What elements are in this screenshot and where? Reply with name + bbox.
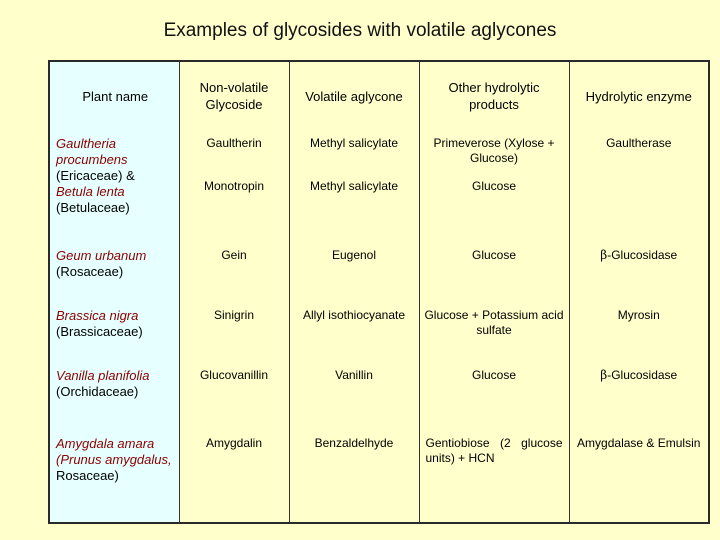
enzyme-cell: Amygdalase & Emulsin	[569, 430, 709, 523]
table-row	[49, 430, 709, 523]
enzyme-cell	[569, 362, 709, 430]
aglycone-cell	[289, 130, 419, 242]
glycoside-cell: Amygdalin	[179, 430, 289, 523]
glycoside-name: Gaultherin	[206, 136, 262, 150]
products-cell: Glucose	[419, 242, 569, 302]
products-cell: Glucose + Potassium acid sulfate	[419, 302, 569, 362]
table-row	[49, 362, 709, 430]
plant-scientific-name: Brassica nigra	[56, 308, 139, 323]
plant-family: (Orchidaceae)	[56, 384, 139, 399]
enzyme-name: -Glucosidase	[607, 368, 678, 382]
plant-scientific-name: Gaultheria procumbens	[56, 136, 128, 167]
glycoside-cell: Glucovanillin	[179, 362, 289, 430]
aglycone-name: Methyl salicylate	[309, 136, 399, 150]
plant-scientific-name: Betula lenta	[56, 184, 125, 199]
page-title: Examples of glycosides with volatile aglycones	[163, 20, 557, 41]
plant-family: (Ericaceae) &	[56, 168, 135, 183]
beta-symbol: β	[600, 248, 608, 262]
plant-name-cell	[49, 362, 179, 430]
plant-name-cell	[49, 302, 179, 362]
table-row	[49, 130, 709, 242]
plant-family: (Betulaceae)	[56, 200, 130, 215]
enzyme-cell: Myrosin	[569, 302, 709, 362]
glycoside-cell: Gein	[179, 242, 289, 302]
plant-scientific-name: (Prunus amygdalus,	[56, 452, 172, 467]
glycoside-cell: Sinigrin	[179, 302, 289, 362]
table-row	[49, 302, 709, 362]
plant-family: Rosaceae)	[56, 468, 119, 483]
aglycone-cell: Vanillin	[289, 362, 419, 430]
enzyme-name: -Glucosidase	[607, 248, 678, 262]
products-text: Glucose	[471, 179, 517, 193]
glycosides-table	[48, 60, 710, 524]
table-header-row	[49, 61, 709, 130]
glycoside-name: Monotropin	[203, 179, 265, 193]
plant-name-cell	[49, 130, 179, 242]
plant-family: (Brassicaceae)	[56, 324, 143, 339]
products-cell	[419, 130, 569, 242]
aglycone-cell: Benzaldelhyde	[289, 430, 419, 523]
plant-scientific-name: Geum urbanum	[56, 248, 147, 263]
plant-name-cell	[49, 242, 179, 302]
products-cell: Glucose	[419, 362, 569, 430]
header-aglycone: Volatile aglycone	[289, 61, 419, 130]
products-text: Primeverose (Xylose + Glucose)	[433, 136, 555, 165]
plant-family: (Rosaceae)	[56, 264, 124, 279]
header-enzyme: Hydrolytic enzyme	[569, 61, 709, 130]
plant-scientific-name: Amygdala amara	[56, 436, 155, 451]
plant-scientific-name: Vanilla planifolia	[56, 368, 150, 383]
header-glycoside: Non-volatile Glycoside	[179, 61, 289, 130]
glycoside-cell	[179, 130, 289, 242]
header-products: Other hydrolytic products	[419, 61, 569, 130]
header-plant-name: Plant name	[49, 61, 179, 130]
table-row	[49, 242, 709, 302]
products-cell	[419, 430, 569, 523]
beta-symbol: β	[600, 368, 608, 382]
aglycone-cell: Eugenol	[289, 242, 419, 302]
aglycone-name: Methyl salicylate	[309, 179, 399, 193]
plant-name-cell	[49, 430, 179, 523]
enzyme-cell: Gaultherase	[569, 130, 709, 242]
enzyme-cell	[569, 242, 709, 302]
aglycone-cell: Allyl isothiocyanate	[289, 302, 419, 362]
products-text: Gentiobiose (2 glucose units) + HCN	[425, 436, 563, 465]
